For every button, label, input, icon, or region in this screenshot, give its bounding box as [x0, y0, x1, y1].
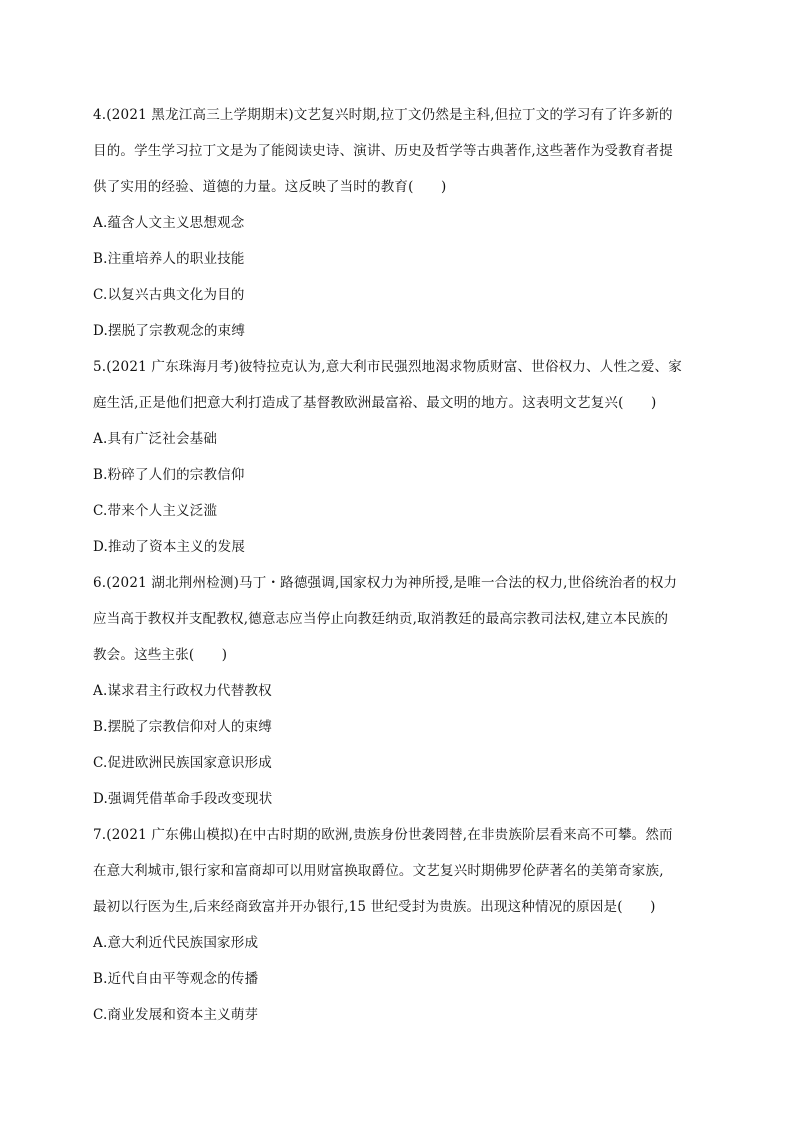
- question-6: [93, 565, 703, 817]
- question-5-option-c: C.带来个人主义泛滥: [93, 503, 218, 519]
- question-4: [93, 97, 703, 349]
- question-7-option-a: A.意大利近代民族国家形成: [93, 935, 259, 951]
- question-4-option-a: A.蕴含人文主义思想观念: [93, 215, 245, 231]
- question-7: [93, 817, 703, 1033]
- question-7-option-b: B.近代自由平等观念的传播: [93, 971, 259, 987]
- question-4-line-3: 供了实用的经验、道德的力量。这反映了当时的教育( ): [93, 179, 447, 195]
- question-6-line-1: 6.(2021 湖北荆州检测)马丁・路德强调,国家权力为神所授,是唯一合法的权力,世俗统治者的权力: [93, 575, 678, 591]
- question-4-option-c: C.以复兴古典文化为目的: [93, 287, 245, 303]
- question-5-option-d: D.推动了资本主义的发展: [93, 539, 246, 555]
- question-7-line-1: 7.(2021 广东佛山模拟)在中古时期的欧洲,贵族身份世袭罔替,在非贵族阶层看来高不可攀。然而: [93, 827, 673, 843]
- question-5-line-2: 庭生活,正是他们把意大利打造成了基督教欧洲最富裕、最文明的地方。这表明文艺复兴( ): [93, 395, 657, 411]
- question-6-line-3: 教会。这些主张( ): [93, 647, 228, 663]
- question-6-option-d: D.强调凭借革命手段改变现状: [93, 791, 273, 807]
- question-5-option-b: B.粉碎了人们的宗教信仰: [93, 467, 245, 483]
- question-6-option-b: B.摆脱了宗教信仰对人的束缚: [93, 719, 273, 735]
- question-7-line-3: 最初以行医为生,后来经商致富并开办银行,15 世纪受封为贵族。出现这种情况的原因是( ): [93, 899, 656, 915]
- question-6-line-2: 应当高于教权并支配教权,德意志应当停止向教廷纳贡,取消教廷的最高宗教司法权,建立本民族的: [93, 611, 669, 627]
- question-7-option-c: C.商业发展和资本主义萌芽: [93, 1007, 259, 1023]
- question-6-option-a: A.谋求君主行政权力代替教权: [93, 683, 272, 699]
- document-page: [93, 97, 703, 1033]
- question-4-option-d: D.摆脱了宗教观念的束缚: [93, 323, 246, 339]
- question-4-option-b: B.注重培养人的职业技能: [93, 251, 245, 267]
- question-6-option-c: C.促进欧洲民族国家意识形成: [93, 755, 272, 771]
- question-5-option-a: A.具有广泛社会基础: [93, 431, 218, 447]
- question-5-line-1: 5.(2021 广东珠海月考)彼特拉克认为,意大利市民强烈地渴求物质财富、世俗权力、人性之爱、家: [93, 359, 682, 375]
- question-4-line-1: 4.(2021 黑龙江高三上学期期末)文艺复兴时期,拉丁文仍然是主科,但拉丁文的学习有了许多新的: [93, 107, 673, 123]
- question-7-line-2: 在意大利城市,银行家和富商却可以用财富换取爵位。文艺复兴时期佛罗伦萨著名的美第奇家族,: [93, 863, 664, 879]
- question-5: [93, 349, 703, 565]
- question-4-line-2: 目的。学生学习拉丁文是为了能阅读史诗、演讲、历史及哲学等古典著作,这些著作为受教育者提: [93, 143, 673, 159]
